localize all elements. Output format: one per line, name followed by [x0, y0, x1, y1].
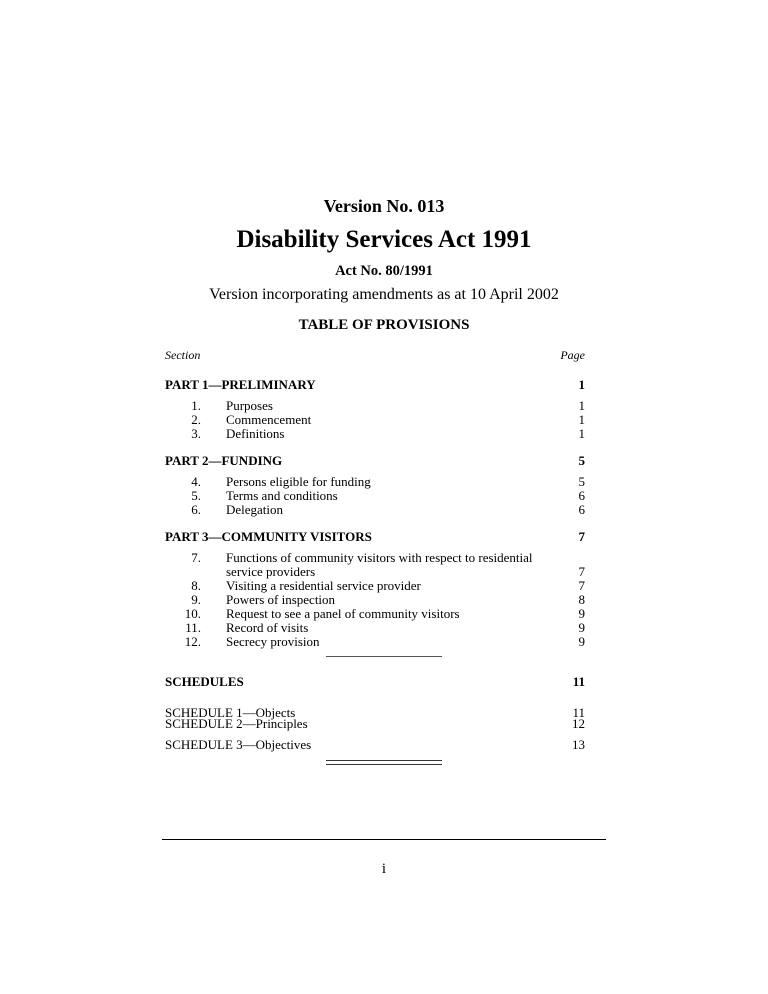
act-title: Disability Services Act 1991	[236, 226, 532, 253]
section-column-header: Section	[165, 348, 201, 362]
section-number: 3.	[191, 426, 201, 441]
schedule-page: 13	[572, 737, 585, 752]
section-page: 8	[578, 592, 585, 607]
schedule-entry[interactable]	[165, 716, 585, 732]
end-of-contents-rule	[326, 760, 442, 765]
section-number: 2.	[191, 412, 201, 427]
section-page: 9	[578, 620, 585, 635]
section-page: 9	[578, 606, 585, 621]
section-page: 9	[578, 634, 585, 649]
section-title: Visiting a residential service provider	[226, 578, 421, 593]
section-page: 7	[578, 578, 585, 593]
schedule-entry[interactable]	[165, 737, 585, 753]
toc-entry[interactable]	[165, 551, 585, 579]
schedule-title: SCHEDULE 2—Principles	[165, 716, 308, 731]
page-column-header: Page	[560, 348, 585, 362]
section-number: 8.	[191, 578, 201, 593]
section-page: 1	[578, 426, 585, 441]
schedules-title: SCHEDULES	[165, 674, 244, 689]
part-page: 1	[578, 377, 585, 392]
section-title-line2: service providers	[226, 564, 316, 579]
section-number: 6.	[191, 502, 201, 517]
toc-title: TABLE OF PROVISIONS	[298, 317, 470, 333]
section-page: 6	[578, 502, 585, 517]
schedules-page: 11	[572, 674, 585, 689]
schedule-page: 11	[572, 705, 585, 720]
section-page: 7	[578, 564, 585, 579]
section-divider	[326, 656, 442, 657]
section-number: 5.	[191, 488, 201, 503]
part-heading[interactable]	[165, 529, 585, 545]
version-number: Version No. 013	[323, 196, 445, 216]
act-number: Act No. 80/1991	[335, 263, 433, 279]
footer-rule	[162, 839, 606, 840]
section-number: 12.	[184, 634, 201, 649]
section-number: 11.	[185, 620, 201, 635]
incorporation-note: Version incorporating amendments as at 10 April 2002	[209, 286, 559, 303]
part-title: PART 3—COMMUNITY VISITORS	[165, 529, 372, 544]
section-title: Definitions	[226, 426, 285, 441]
schedules-heading[interactable]	[165, 674, 585, 690]
section-title: Request to see a panel of community visitors	[226, 606, 460, 621]
section-title: Delegation	[226, 502, 284, 517]
section-title: Terms and conditions	[226, 488, 338, 503]
section-page: 1	[578, 412, 585, 427]
section-page: 6	[578, 488, 585, 503]
part-title: PART 1—PRELIMINARY	[165, 377, 316, 392]
schedule-title: SCHEDULE 1—Objects	[165, 705, 296, 720]
section-number: 10.	[184, 606, 201, 621]
section-title: Purposes	[226, 398, 273, 413]
part-heading[interactable]	[165, 377, 585, 393]
part-title: PART 2—FUNDING	[165, 453, 283, 468]
section-number: 4.	[191, 474, 201, 489]
section-title-line1: Functions of community visitors with respect to residential	[226, 550, 533, 565]
section-page: 1	[578, 398, 585, 413]
schedule-page: 12	[572, 716, 585, 731]
section-title: Commencement	[226, 412, 312, 427]
section-page: 5	[578, 474, 585, 489]
section-number: 1.	[191, 398, 201, 413]
schedule-title: SCHEDULE 3—Objectives	[165, 737, 312, 752]
page-number: i	[381, 861, 387, 877]
section-title: Record of visits	[226, 620, 309, 635]
section-title: Powers of inspection	[226, 592, 336, 607]
section-number: 9.	[191, 592, 201, 607]
part-page: 5	[578, 453, 585, 468]
part-heading[interactable]	[165, 453, 585, 469]
section-title: Secrecy provision	[226, 634, 320, 649]
part-page: 7	[578, 529, 585, 544]
section-number: 7.	[191, 550, 201, 565]
section-title: Persons eligible for funding	[226, 474, 371, 489]
